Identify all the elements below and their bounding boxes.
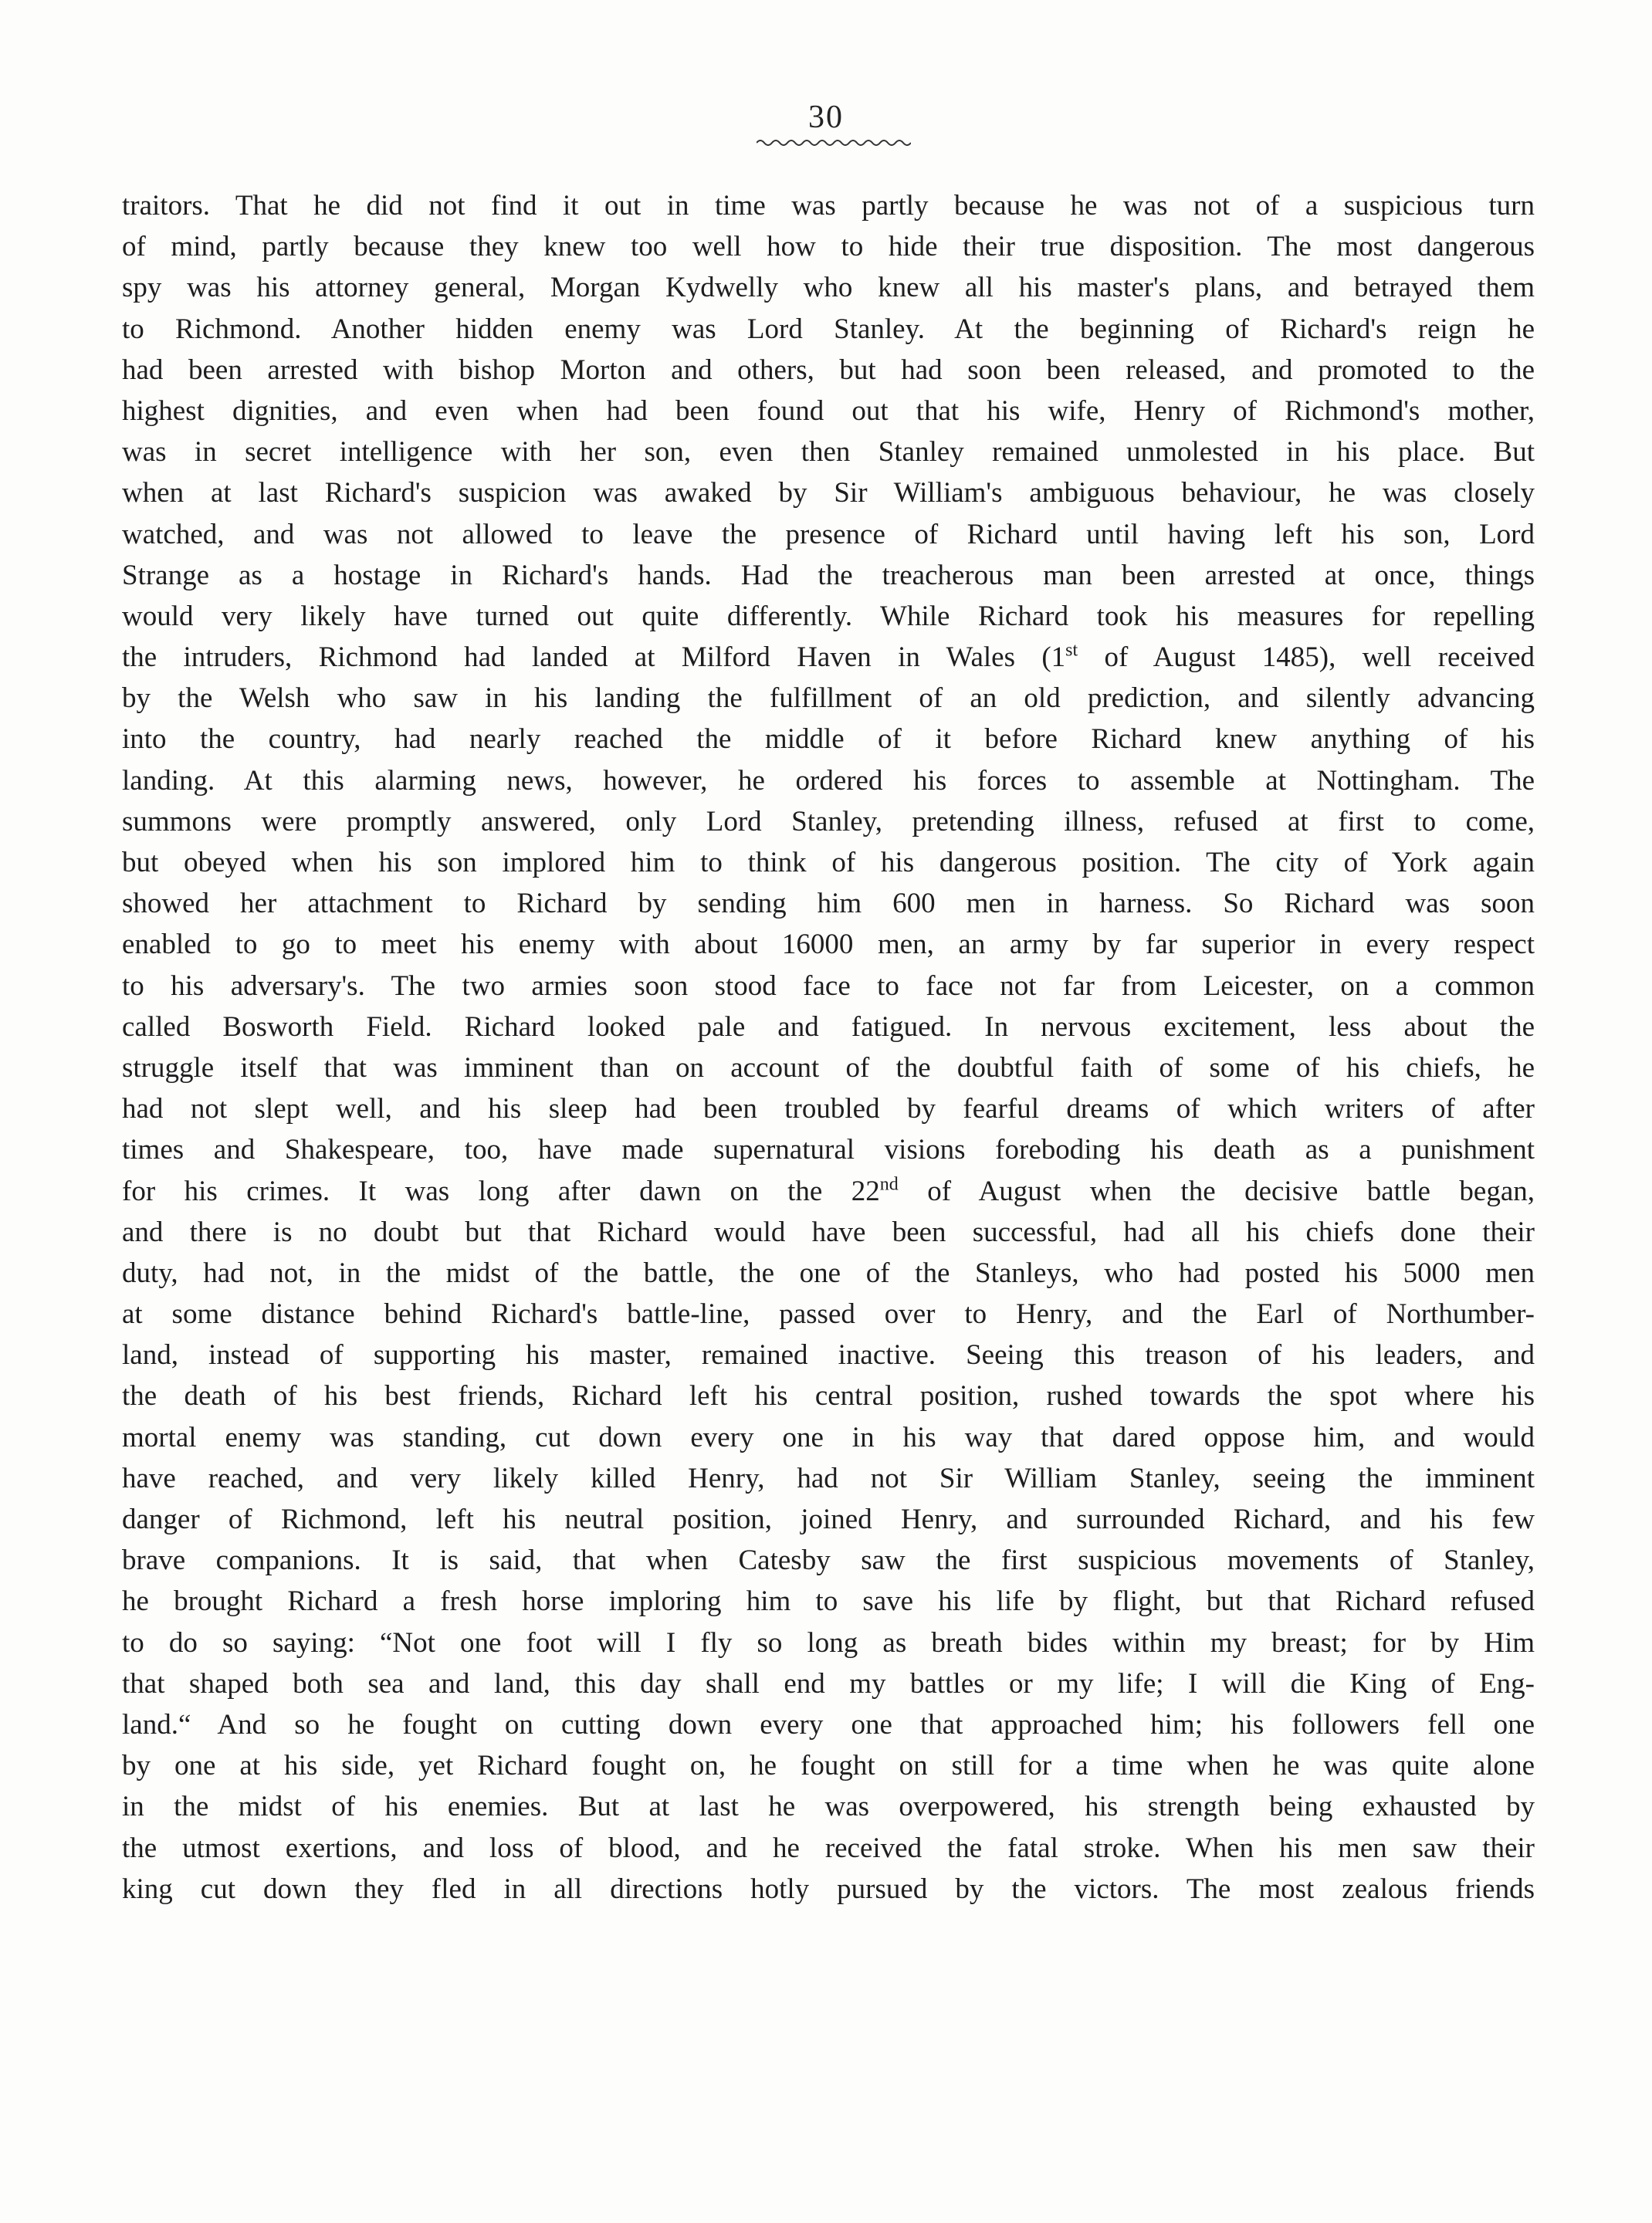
text-line: called Bosworth Field. Richard looked pale and fatigued. In nervous excitement, less about the <box>122 1010 1535 1043</box>
text-line: was in secret intelligence with her son, even then Stanley remained unmolested in his place. But <box>122 436 1535 469</box>
text-line: the intruders, Richmond had landed at Milford Haven in Wales (1st of August 1485), well received <box>122 640 1535 674</box>
text-line: that shaped both sea and land, this day shall end my battles or my life; I will die King of Eng- <box>122 1667 1535 1700</box>
text-line: when at last Richard's suspicion was awaked by Sir William's ambiguous behaviour, he was closely <box>122 477 1535 509</box>
text-line: times and Shakespeare, too, have made supernatural visions foreboding his death as a punishment <box>122 1134 1535 1166</box>
text-line: the death of his best friends, Richard left his central position, rushed towards the spot where his <box>122 1380 1535 1413</box>
text-line: summons were promptly answered, only Lord Stanley, pretending illness, refused at first to come, <box>122 805 1535 837</box>
text-line: highest dignities, and even when had been found out that his wife, Henry of Richmond's mother, <box>122 394 1535 427</box>
text-line: to Richmond. Another hidden enemy was Lord Stanley. At the beginning of Richard's reign he <box>122 313 1535 345</box>
text-line: showed her attachment to Richard by sending him 600 men in harness. So Richard was soon <box>122 888 1535 920</box>
text-line: mortal enemy was standing, cut down every one in his way that dared oppose him, and would <box>122 1421 1535 1453</box>
text-line: and there is no doubt but that Richard would have been successful, had all his chiefs done their <box>122 1216 1535 1248</box>
text-line: the utmost exertions, and loss of blood, and he received the fatal stroke. When his men saw their <box>122 1832 1535 1864</box>
text-line: landing. At this alarming news, however, he ordered his forces to assemble at Nottingham. The <box>122 764 1535 797</box>
page-number: 30 <box>808 100 844 135</box>
text-line: into the country, had nearly reached the middle of it before Richard knew anything of his <box>122 723 1535 756</box>
text-line: Strange as a hostage in Richard's hands. Had the treacherous man been arrested at once, things <box>122 559 1535 591</box>
text-line: to his adversary's. The two armies soon stood face to face not far from Leicester, on a common <box>122 969 1535 1002</box>
text-line: at some distance behind Richard's battle-line, passed over to Henry, and the Earl of Northumber- <box>122 1298 1535 1331</box>
text-line: by one at his side, yet Richard fought on, he fought on still for a time when he was quite alone <box>122 1750 1535 1782</box>
text-line: duty, had not, in the midst of the battle, the one of the Stanleys, who had posted his 5000 men <box>122 1257 1535 1289</box>
wavy-rule-ornament <box>757 137 911 148</box>
text-line: brave companions. It is said, that when Catesby saw the first suspicious movements of Stanley, <box>122 1545 1535 1577</box>
text-line: traitors. That he did not find it out in time was partly because he was not of a suspicious turn <box>122 190 1535 222</box>
text-line: king cut down they fled in all directions hotly pursued by the victors. The most zealous friends <box>122 1873 1535 1905</box>
text-line: enabled to go to meet his enemy with about 16000 men, an army by far superior in every respect <box>122 929 1535 961</box>
text-line: he brought Richard a fresh horse imploring him to save his life by flight, but that Richard refused <box>122 1585 1535 1618</box>
text-line: would very likely have turned out quite differently. While Richard took his measures for repelling <box>122 600 1535 632</box>
text-line: by the Welsh who saw in his landing the fulfillment of an old prediction, and silently advancing <box>122 682 1535 715</box>
text-line: have reached, and very likely killed Henry, had not Sir William Stanley, seeing the imminent <box>122 1462 1535 1494</box>
text-line: had been arrested with bishop Morton and others, but had soon been released, and promoted to the <box>122 354 1535 386</box>
text-line: land.“ And so he fought on cutting down every one that approached him; his followers fell one <box>122 1708 1535 1741</box>
text-line: in the midst of his enemies. But at last he was overpowered, his strength being exhausted by <box>122 1791 1535 1823</box>
text-line: had not slept well, and his sleep had been troubled by fearful dreams of which writers of after <box>122 1093 1535 1125</box>
text-line: land, instead of supporting his master, remained inactive. Seeing this treason of his leaders, and <box>122 1339 1535 1372</box>
text-line: but obeyed when his son implored him to think of his dangerous position. The city of York again <box>122 847 1535 878</box>
text-line: for his crimes. It was long after dawn on the 22nd of August when the decisive battle began, <box>122 1174 1535 1207</box>
text-line: of mind, partly because they knew too well how to hide their true disposition. The most dangerous <box>122 231 1535 263</box>
text-line: struggle itself that was imminent than on account of the doubtful faith of some of his chiefs, he <box>122 1051 1535 1084</box>
text-line: to do so saying: “Not one foot will I fly so long as breath bides within my breast; for by Him <box>122 1626 1535 1659</box>
text-line: watched, and was not allowed to leave the presence of Richard until having left his son, Lord <box>122 518 1535 550</box>
body-text <box>122 185 1535 1910</box>
text-line: spy was his attorney general, Morgan Kydwelly who knew all his master's plans, and betrayed them <box>122 272 1535 304</box>
text-line: danger of Richmond, left his neutral position, joined Henry, and surrounded Richard, and his few <box>122 1504 1535 1535</box>
